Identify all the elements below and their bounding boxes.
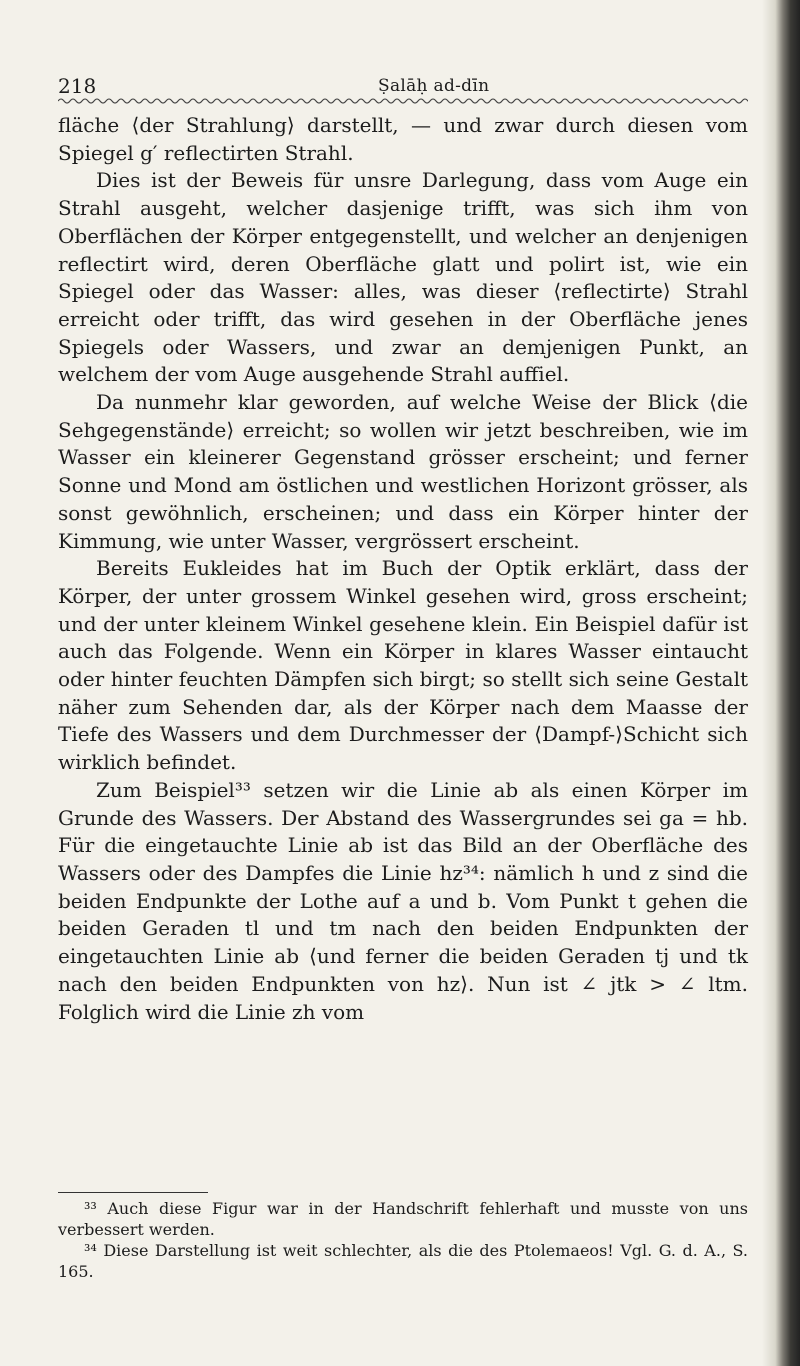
footnotes <box>58 1198 748 1282</box>
paragraph: Bereits Eukleides hat im Buch der Optik erklärt, dass der Körper, der unter grossem Winkel gesehen wird, gross erscheint; und der unter kleinem Winkel gesehene klein. Ein Beispiel dafür ist auch das Folgende. Wenn ein Körper in klares Wasser eintaucht oder hinter feuchten Dämpfen sich birgt; so stellt sich seine Gestalt näher zum Sehenden dar, als der Körper nach dem Maasse der Tiefe des Wassers und dem Durchmesser der ⟨Dampf-⟩Schicht sich wirklich befindet. <box>58 556 748 775</box>
footnote: ³³ Auch diese Figur war in der Handschrift fehlerhaft und musste von uns verbessert werden. <box>58 1199 748 1239</box>
footnote: ³⁴ Diese Darstellung ist weit schlechter, als die des Ptolemaeos! Vgl. G. d. A., S. 165. <box>58 1241 748 1281</box>
main-text <box>58 112 748 1026</box>
paragraph: Da nunmehr klar geworden, auf welche Weise der Blick ⟨die Sehgegenstände⟩ erreicht; so wollen wir jetzt beschreiben, wie im Wasser ein kleinerer Gegenstand grösser erscheint; und ferner Sonne und Mond am östlichen und westlichen Horizont grösser, als sonst gewöhnlich, erscheinen; und dass ein Körper hinter der Kimmung, wie unter Wasser, vergrössert erscheint. <box>58 390 748 553</box>
footnote-rule <box>58 1192 208 1193</box>
paragraph: Zum Beispiel³³ setzen wir die Linie ab als einen Körper im Grunde des Wassers. Der Abstand des Wassergrundes sei ga = hb. Für die eingetauchte Linie ab ist das Bild an der Oberfläche des Wassers oder des Dampfes die Linie hz³⁴: nämlich h und z sind die beiden Endpunkte der Lothe auf a und b. Vom Punkt t gehen die beiden Geraden tl und tm nach den beiden Endpunkten der eingetauchten Linie ab ⟨und ferner die beiden Geraden tj und tk nach den beiden Endpunkten von hz⟩. Nun ist ∠ jtk > ∠ ltm. Folglich wird die Linie zh vom <box>58 777 748 1024</box>
paragraph: Dies ist der Beweis für unsre Darlegung, dass vom Auge ein Strahl ausgeht, welcher dasjenige trifft, was sich ihm von Oberflächen der Körper entgegenstellt, und welcher an denjenigen reflectirt wird, deren Oberfläche glatt und polirt ist, wie ein Spiegel oder das Wasser: alles, was dieser ⟨reflectirte⟩ Strahl erreicht oder trifft, das wird gesehen in der Oberfläche jenes Spiegels oder Wassers, und zwar an demjenigen Punkt, an welchem der vom Auge ausgehende Strahl auffiel. <box>58 168 748 387</box>
ornamental-wavy-rule <box>58 96 748 106</box>
paragraph: fläche ⟨der Strahlung⟩ darstellt, — und zwar durch diesen vom Spiegel g′ reflectirten Strahl. <box>58 113 748 165</box>
page-number: 218 <box>58 74 97 98</box>
running-head: Ṣalāḥ ad-dīn <box>378 76 490 96</box>
page-edge-shadow <box>762 0 800 1366</box>
